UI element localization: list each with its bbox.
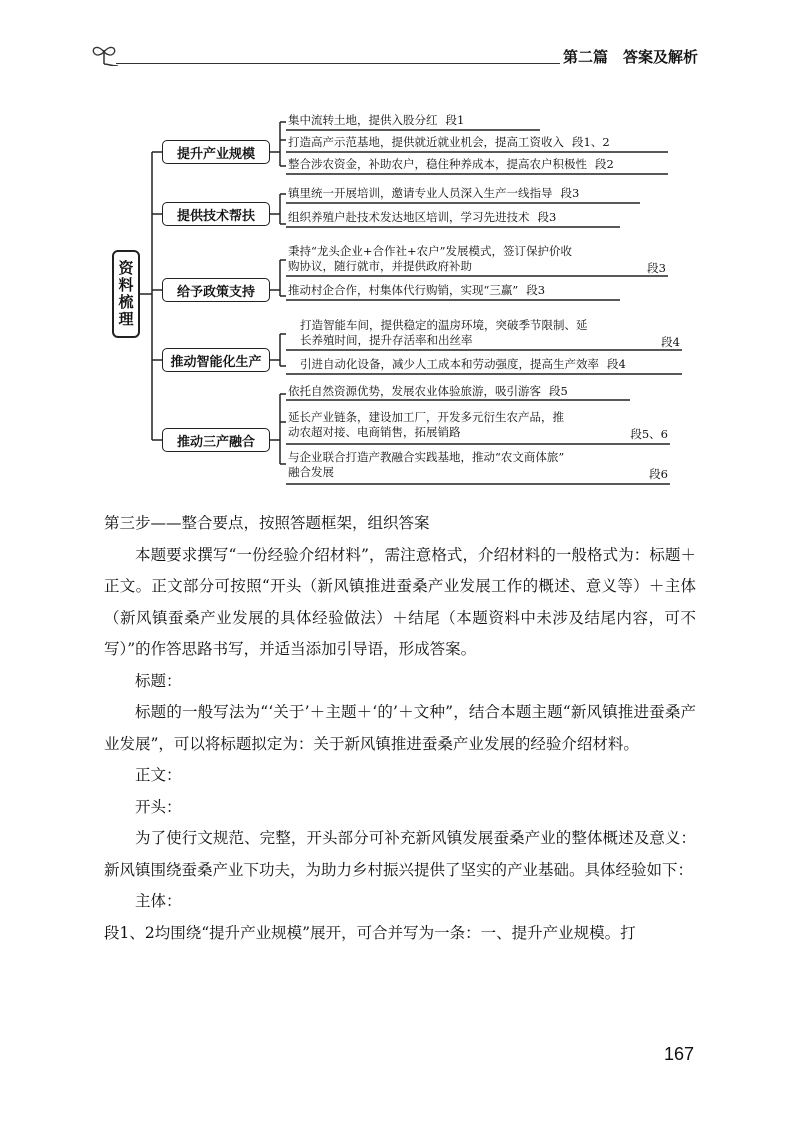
page-number: 167 (663, 1044, 694, 1064)
branch-policy-support: 给予政策支持 (162, 278, 270, 302)
header-rule (116, 63, 560, 64)
leaf-item (300, 357, 626, 372)
leaf-item (288, 210, 556, 225)
leaf-text: 镇里统一开展培训，邀请专业人员深入生产一线指导 (288, 186, 553, 200)
body-text (104, 508, 696, 949)
header-title: 第二篇 答案及解析 (562, 48, 698, 66)
leaf-text: 引进自动化设备，减少人工成本和劳动强度，提高生产效率 (300, 357, 599, 371)
leaf-text: 打造高产示范基地，提供就近就业机会，提高工资收入 (288, 135, 564, 149)
paragraph: 段1、2均围绕“提升产业规模”展开，可合并写为一条：一、提升产业规模。打 (104, 923, 636, 942)
branch-smart-production: 推动智能化生产 (162, 348, 270, 372)
leaf-text: 延长产业链条，建设加工厂，开发多元衍生农产品，推 (288, 410, 564, 424)
leaf-item (288, 283, 545, 298)
leaf-item (288, 135, 610, 150)
leaf-text: 组织养殖户赴技术发达地区培训，学习先进技术 (288, 210, 530, 224)
leaf-text: 集中流转土地，提供入股分红 (288, 113, 438, 127)
leaf-item (288, 410, 668, 442)
leaf-text: 与企业联合打造产教融合实践基地，推动“农文商体旅” (288, 450, 565, 464)
leaf-ref: 段3 (647, 261, 666, 275)
leaf-item (288, 384, 568, 399)
leaf-text-line2: 融合发展 (288, 465, 334, 479)
leaf-ref: 段3 (526, 283, 546, 297)
mind-map-root: 资料梳理 (112, 250, 140, 338)
leaf-text-line2: 购协议，随行就市，并提供政府补助 (288, 259, 472, 273)
leaf-text: 整合涉农资金，补助农户，稳住种养成本，提高农户积极性 (288, 157, 587, 171)
leaf-ref: 段3 (537, 210, 557, 224)
leaf-ref: 段1 (445, 113, 465, 127)
mind-map (100, 100, 690, 500)
leaf-item (288, 113, 464, 128)
leaf-ref: 段4 (661, 335, 680, 349)
leaf-item (288, 244, 666, 276)
leaf-item (300, 318, 680, 350)
leaf-ref: 段5 (549, 384, 568, 398)
paragraph: 标题的一般写法为“‘关于’＋主题＋‘的’＋文种”，结合本题主题“新风镇推进蚕桑产业发展”，可以将标题拟定为：关于新风镇推进蚕桑产业发展的经验介绍材料。 (104, 703, 696, 753)
branch-industry-integration: 推动三产融合 (162, 428, 270, 452)
section-label: 主体： (135, 892, 182, 910)
leaf-ref: 段1、2 (572, 135, 610, 149)
section-label: 正文： (135, 766, 182, 784)
leaf-text: 打造智能车间，提供稳定的温房环境，突破季节限制、延 (300, 318, 588, 332)
leaf-text: 依托自然资源优势，发展农业体验旅游，吸引游客 (288, 384, 541, 398)
leaf-ref: 段2 (595, 157, 614, 171)
leaf-text-line2: 动农超对接、电商销售，拓展销路 (288, 425, 461, 439)
branch-industry-scale: 提升产业规模 (162, 140, 270, 164)
leaf-ref: 段6 (649, 467, 668, 481)
leaf-ref: 段5、6 (630, 427, 668, 441)
leaf-text: 推动村企合作，村集体代行购销，实现“三赢” (288, 283, 519, 297)
leaf-text-line2: 长养殖时间，提升存活率和出丝率 (300, 333, 473, 347)
section-label: 开头： (135, 797, 182, 816)
leaf-item (288, 450, 668, 482)
paragraph: 为了使行文规范、完整，开头部分可补充新风镇发展蚕桑产业的整体概述及意义：新风镇围绕蚕桑产业下功夫，为助力乡村振兴提供了坚实的产业基础。具体经验如下： (104, 829, 696, 879)
paragraph: 本题要求撰写“一份经验介绍材料”，需注意格式，介绍材料的一般格式为：标题＋正文。正文部分可按照“开头（新风镇推进蚕桑产业发展工作的概述、意义等）＋主体（新风镇蚕桑产业发展的具体经验做法）＋结尾（本题资料中未涉及结尾内容，可不写）”的作答思路书写，并适当添加引导语，形成答案。 (104, 545, 696, 658)
leaf-ref: 段3 (560, 186, 580, 200)
leaf-text: 秉持“龙头企业+合作社+农户”发展模式，签订保护价收 (288, 244, 573, 258)
page-header (88, 30, 710, 70)
leaf-item (288, 186, 579, 201)
leaf-item (288, 157, 614, 172)
step-title: 第三步——整合要点，按照答题框架，组织答案 (104, 514, 430, 532)
section-label: 标题： (135, 671, 182, 690)
leaf-ref: 段4 (607, 357, 626, 371)
branch-tech-support: 提供技术帮扶 (162, 202, 270, 226)
